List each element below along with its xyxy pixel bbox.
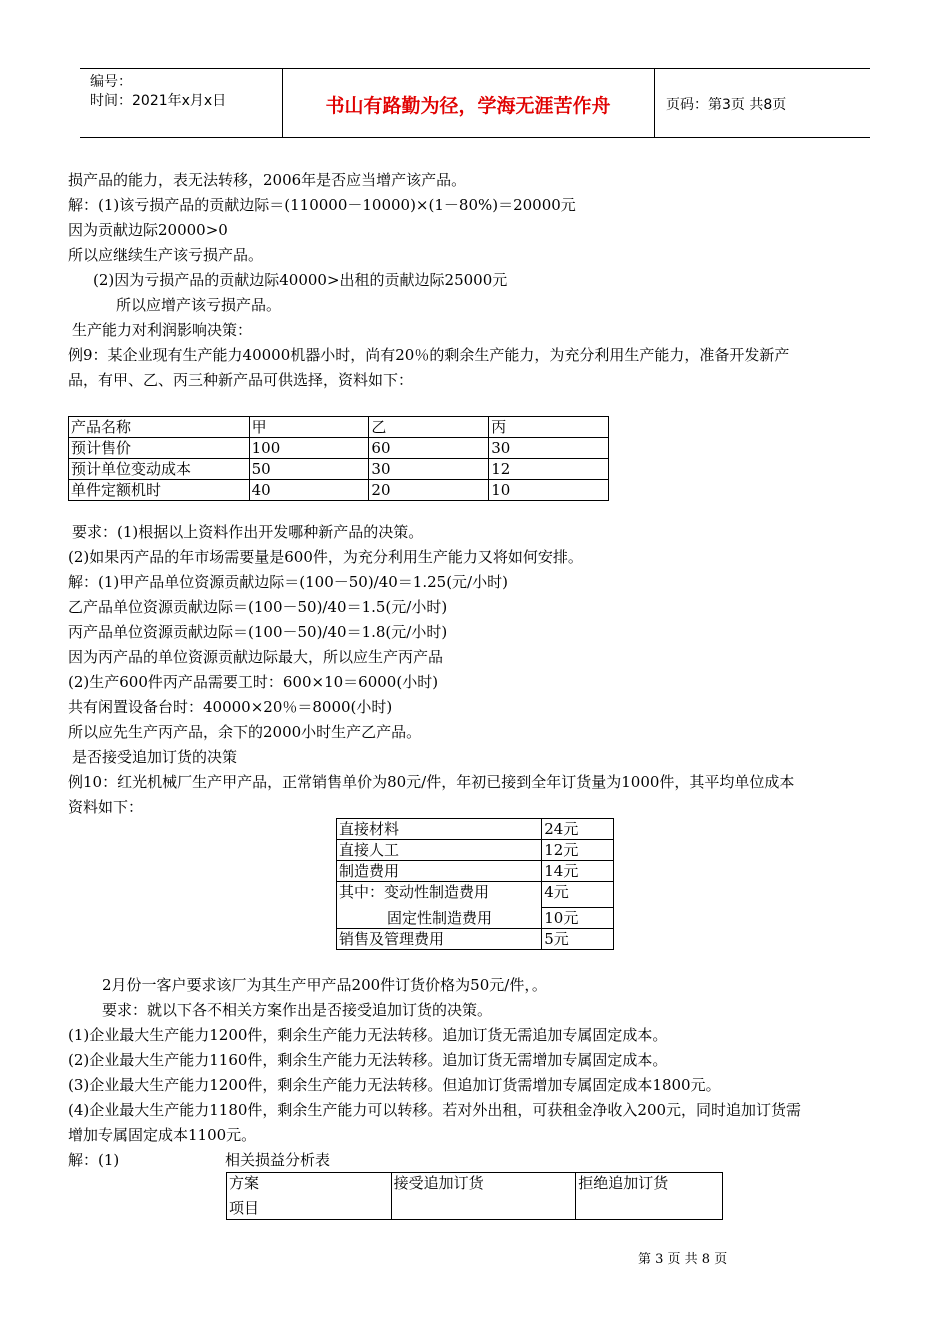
text-line: 丙产品单位资源贡献边际＝(100－50)/40＝1.8(元/小时) — [68, 623, 448, 641]
product-table — [68, 416, 609, 501]
text-line: 资料如下： — [68, 798, 144, 816]
table-cell: 其中：变动性制造费用 — [337, 882, 542, 908]
table-cell: 20 — [369, 480, 489, 501]
text-line: (4)企业最大生产能力1180件，剩余生产能力可以转移。若对外出租，可获租金净收入200元，同时追加订货需 — [68, 1101, 802, 1119]
table-cell: 固定性制造费用 — [337, 908, 542, 929]
table-cell: 50 — [249, 459, 369, 480]
analysis-table — [226, 1172, 723, 1220]
table-header-row — [69, 417, 609, 438]
table-cell: 5元 — [542, 929, 614, 950]
text-line: 解：(1) — [68, 1151, 120, 1169]
table-row — [337, 840, 614, 861]
table-cell: 拒绝追加订货 — [576, 1173, 723, 1220]
table-caption: 相关损益分析表 — [225, 1151, 331, 1169]
header-divider — [654, 69, 655, 137]
text-line: 所以应继续生产该亏损产品。 — [68, 246, 264, 264]
table-cell: 接受追加订货 — [391, 1173, 576, 1220]
table-row — [337, 819, 614, 840]
table-row — [69, 459, 609, 480]
page-footer: 第 3 页 共 8 页 — [638, 1252, 728, 1267]
text-line: 因为丙产品的单位资源贡献边际最大，所以应生产丙产品 — [68, 648, 444, 666]
table-cell: 14元 — [542, 861, 614, 882]
text-line: 要求：(1)根据以上资料作出开发哪种新产品的决策。 — [72, 523, 424, 541]
table-header-cell: 乙 — [369, 417, 489, 438]
table-cell: 预计单位变动成本 — [69, 459, 250, 480]
table-cell — [227, 1173, 392, 1220]
text-line: 2月份一客户要求该厂为其生产甲产品200件订货价格为50元/件，。 — [102, 976, 547, 994]
text-line: 所以应先生产丙产品，余下的2000小时生产乙产品。 — [68, 723, 422, 741]
text-line: (2)如果丙产品的年市场需要量是600件，为充分利用生产能力又将如何安排。 — [68, 548, 583, 566]
text-line: (2)生产600件丙产品需要工时：600×10＝6000(小时) — [68, 673, 439, 691]
text-line: 所以应增产该亏损产品。 — [116, 296, 282, 314]
text-line: 增加专属固定成本1100元。 — [68, 1126, 257, 1144]
table-header-cell: 产品名称 — [69, 417, 250, 438]
table-row — [227, 1173, 723, 1220]
text-line: 品，有甲、乙、丙三种新产品可供选择，资料如下： — [68, 371, 414, 389]
table-row — [337, 861, 614, 882]
text-line: 要求：就以下各不相关方案作出是否接受追加订货的决策。 — [102, 1001, 493, 1019]
table-cell: 单件定额机时 — [69, 480, 250, 501]
text-line: 共有闲置设备台时：40000×20％＝8000(小时) — [68, 698, 393, 716]
table-cell: 12元 — [542, 840, 614, 861]
text-line: (2)因为亏损产品的贡献边际40000>出租的贡献边际25000元 — [93, 271, 508, 289]
table-cell: 12 — [489, 459, 609, 480]
page-header — [80, 68, 870, 138]
header-motto: 书山有路勤为径，学海无涯苦作舟 — [325, 95, 611, 117]
text-line: 解：(1)甲产品单位资源贡献边际＝(100－50)/40＝1.25(元/小时) — [68, 573, 508, 591]
table-cell: 60 — [369, 438, 489, 459]
table-cell: 直接材料 — [337, 819, 542, 840]
table-cell: 40 — [249, 480, 369, 501]
text-line: (2)企业最大生产能力1160件，剩余生产能力无法转移。追加订货无需增加专属固定成本。 — [68, 1051, 668, 1069]
table-cell: 30 — [369, 459, 489, 480]
table-cell: 制造费用 — [337, 861, 542, 882]
table-row — [69, 438, 609, 459]
table-header-cell: 丙 — [489, 417, 609, 438]
header-meta — [90, 73, 226, 111]
section-heading: 生产能力对利润影响决策： — [72, 321, 253, 339]
text-line: 损产品的能力，表无法转移，2006年是否应当增产该产品。 — [68, 171, 467, 189]
header-number: 编号： — [90, 74, 132, 90]
text-line: 乙产品单位资源贡献边际＝(100－50)/40＝1.5(元/小时) — [68, 598, 448, 616]
table-cell: 24元 — [542, 819, 614, 840]
text-line: 解：(1)该亏损产品的贡献边际＝(110000－10000)×(1－80%)＝20000元 — [68, 196, 576, 214]
text-line: (3)企业最大生产能力1200件，剩余生产能力无法转移。但追加订货需增加专属固定成本1800元。 — [68, 1076, 721, 1094]
table-cell: 4元 — [542, 882, 614, 908]
text-line: 例10：红光机械厂生产甲产品，正常销售单价为80元/件，年初已接到全年订货量为1000件，其平均单位成本 — [68, 773, 795, 791]
text-line: 因为贡献边际20000>0 — [68, 221, 228, 239]
table-header-cell: 甲 — [249, 417, 369, 438]
header-page-info: 页码：第3页 共8页 — [666, 97, 787, 113]
table-row — [337, 882, 614, 908]
table-cell: 销售及管理费用 — [337, 929, 542, 950]
diagonal-header-top: 方案 — [229, 1174, 260, 1192]
table-cell: 30 — [489, 438, 609, 459]
text-line: (1)企业最大生产能力1200件，剩余生产能力无法转移。追加订货无需追加专属固定成本。 — [68, 1026, 668, 1044]
table-cell: 10元 — [542, 908, 614, 929]
text-line: 例9：某企业现有生产能力40000机器小时，尚有20％的剩余生产能力，为充分利用生产能力，准备开发新产 — [68, 346, 790, 364]
table-cell: 预计售价 — [69, 438, 250, 459]
table-cell: 直接人工 — [337, 840, 542, 861]
table-row — [337, 908, 614, 929]
table-cell: 10 — [489, 480, 609, 501]
table-row — [69, 480, 609, 501]
table-row — [337, 929, 614, 950]
cost-table — [336, 818, 614, 950]
header-date: 时间：2021年x月x日 — [90, 93, 227, 109]
table-cell: 100 — [249, 438, 369, 459]
section-heading: 是否接受追加订货的决策 — [72, 748, 238, 766]
diagonal-header-bottom: 项目 — [229, 1199, 260, 1217]
